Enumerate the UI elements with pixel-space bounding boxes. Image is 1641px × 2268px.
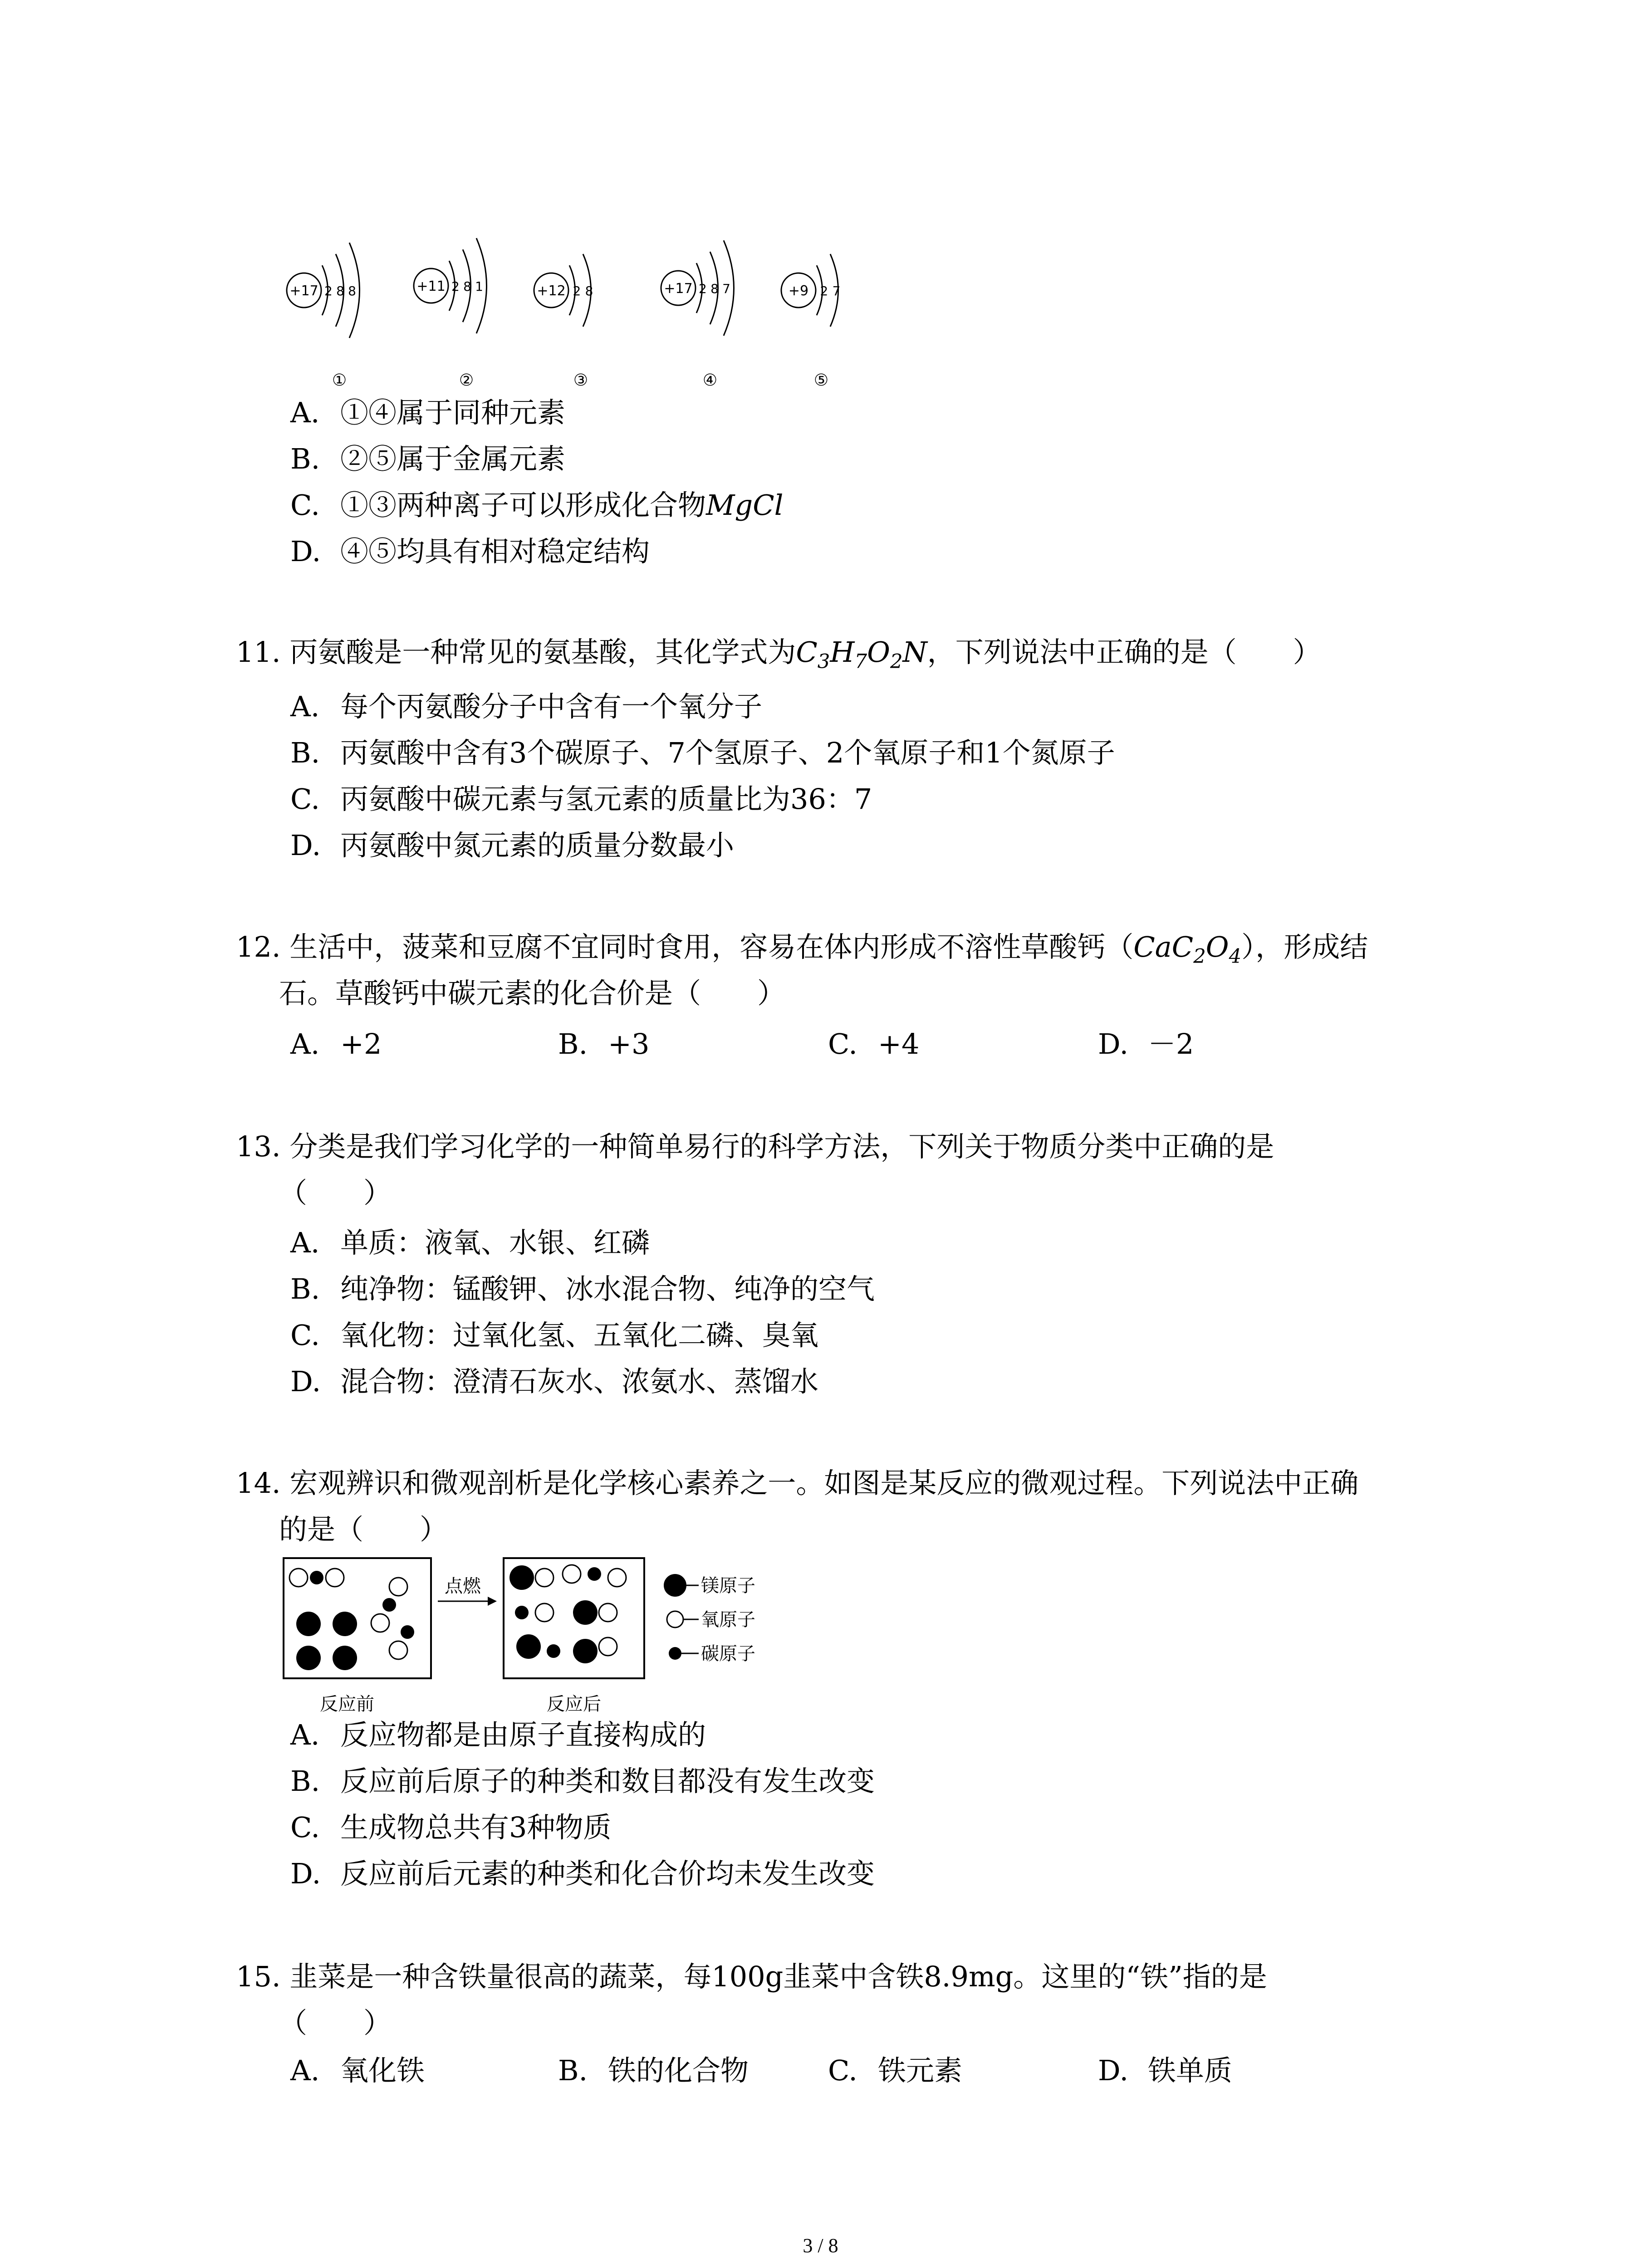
formula-mgcl: MgCl xyxy=(706,489,784,522)
q12-option-d[interactable] xyxy=(1098,1026,1194,1062)
option-text: ④⑤均具有相对稳定结构 xyxy=(340,535,650,568)
stem-text: 生活中，菠菜和豆腐不宜同时食用，容易在体内形成不溶性草酸钙（ xyxy=(289,930,1134,963)
atom-diagram-4 xyxy=(661,240,734,390)
option-text: 铁的化合物 xyxy=(608,2054,749,2087)
option-text: ①③两种离子可以形成化合物 xyxy=(340,489,706,522)
q11-option-a[interactable] xyxy=(290,689,762,725)
q13-option-d[interactable] xyxy=(290,1364,818,1400)
stem-text: ，下列说法中正确的是（ ） xyxy=(927,635,1321,669)
atom-1-nucleus: +17 xyxy=(289,283,318,299)
question-number: 13. xyxy=(236,1130,281,1163)
q14-stem-line1 xyxy=(236,1465,1358,1501)
option-text: 反应物都是由原子直接构成的 xyxy=(340,1718,706,1751)
atom-2-nucleus: +11 xyxy=(416,279,446,294)
stem-text: 韭菜是一种含铁量很高的蔬菜，每100g韭菜中含铁8.9mg。这里的“铁”指的是 xyxy=(289,1960,1267,1993)
q13-option-a[interactable] xyxy=(290,1225,650,1261)
option-text: +2 xyxy=(340,1027,382,1061)
option-text: 反应前后元素的种类和化合价均未发生改变 xyxy=(340,1857,875,1890)
q15-stem-line2: （ ） xyxy=(279,2006,392,2039)
question-number: 11. xyxy=(236,635,281,669)
option-label: C. xyxy=(828,1027,857,1061)
option-label: D. xyxy=(1098,2054,1129,2087)
atom-3-shells: 2 8 xyxy=(573,284,593,298)
option-text: 反应前后原子的种类和数目都没有发生改变 xyxy=(340,1765,875,1798)
before-label: 反应前 xyxy=(320,1694,374,1715)
option-label: C. xyxy=(290,1319,320,1352)
atom-3-nucleus: +12 xyxy=(537,283,566,299)
atom-4-index: ④ xyxy=(702,371,718,390)
atom-4-shells: 2 8 7 xyxy=(699,281,730,296)
atom-5-nucleus: +9 xyxy=(788,283,809,299)
q10-option-b[interactable] xyxy=(290,441,565,477)
after-label: 反应后 xyxy=(547,1694,601,1715)
stem-text: 分类是我们学习化学的一种简单易行的科学方法，下列关于物质分类中正确的是 xyxy=(289,1130,1274,1163)
atom-1-index: ① xyxy=(332,371,347,390)
option-text: 铁单质 xyxy=(1148,2054,1233,2087)
option-text: 铁元素 xyxy=(878,2054,963,2087)
q12-option-c[interactable] xyxy=(828,1026,919,1062)
reaction-micro-diagram xyxy=(281,1556,803,1719)
option-label: C. xyxy=(828,2054,857,2087)
q13-option-c[interactable] xyxy=(290,1317,818,1354)
q12-stem-line2: 石。草酸钙中碳元素的化合价是（ ） xyxy=(279,977,786,1010)
atom-3-index: ③ xyxy=(573,371,588,390)
q13-stem-line1 xyxy=(236,1129,1274,1165)
option-label: D. xyxy=(290,1857,321,1890)
option-text: 纯净物：锰酸钾、冰水混合物、纯净的空气 xyxy=(340,1272,875,1305)
formula-alanine: $C_3H_7O_2N$ xyxy=(796,635,927,673)
option-label: A. xyxy=(290,2054,320,2087)
option-label: D. xyxy=(290,1365,321,1398)
option-text: 丙氨酸中含有3个碳原子、7个氢原子、2个氧原子和1个氮原子 xyxy=(340,736,1115,769)
question-number: 14. xyxy=(236,1466,281,1500)
arrow-label: 点燃 xyxy=(445,1576,481,1597)
q10-option-a[interactable] xyxy=(290,395,565,431)
option-label: C. xyxy=(290,782,320,816)
option-label: B. xyxy=(290,1765,320,1798)
q11-option-c[interactable] xyxy=(290,781,872,817)
atom-structure-diagrams xyxy=(272,213,889,404)
atom-diagram-3 xyxy=(534,254,593,390)
q14-option-d[interactable] xyxy=(290,1856,875,1892)
atom-5-index: ⑤ xyxy=(813,371,829,390)
q15-option-a[interactable] xyxy=(290,2053,425,2089)
question-number: 12. xyxy=(236,930,281,963)
q11-stem xyxy=(236,634,1321,679)
q12-option-b[interactable] xyxy=(558,1026,649,1062)
q13-option-b[interactable] xyxy=(290,1271,875,1307)
option-text: +3 xyxy=(608,1027,650,1061)
q11-option-b[interactable] xyxy=(290,735,1115,771)
option-text: 丙氨酸中碳元素与氢元素的质量比为36：7 xyxy=(340,782,872,816)
atom-diagram-2 xyxy=(414,238,487,390)
q13-stem-line2: （ ） xyxy=(279,1176,392,1209)
atom-diagram-1 xyxy=(287,243,360,390)
option-text: ②⑤属于金属元素 xyxy=(340,442,566,475)
option-text: 氧化物：过氧化氢、五氧化二磷、臭氧 xyxy=(340,1319,819,1352)
option-label: A. xyxy=(290,396,320,429)
stem-text: 丙氨酸是一种常见的氨基酸，其化学式为 xyxy=(289,635,796,669)
option-label: D. xyxy=(1098,1027,1129,1061)
atom-2-index: ② xyxy=(459,371,474,390)
option-text: 生成物总共有3种物质 xyxy=(340,1811,612,1844)
q12-option-a[interactable] xyxy=(290,1026,382,1062)
atom-2-shells: 2 8 1 xyxy=(451,279,483,294)
option-text: 混合物：澄清石灰水、浓氨水、蒸馏水 xyxy=(340,1365,819,1398)
option-text: 氧化铁 xyxy=(340,2054,425,2087)
q11-option-d[interactable] xyxy=(290,827,734,864)
option-label: D. xyxy=(290,535,321,568)
option-label: B. xyxy=(290,442,320,475)
formula-calcium-oxalate: $CaC_2O_4$ xyxy=(1133,930,1242,968)
option-label: B. xyxy=(558,1027,588,1061)
option-text: 丙氨酸中氮元素的质量分数最小 xyxy=(340,829,735,862)
option-label: A. xyxy=(290,1027,320,1061)
legend-mg: 镁原子 xyxy=(701,1575,755,1596)
option-label: A. xyxy=(290,1226,320,1259)
option-label: B. xyxy=(290,736,320,769)
option-label: C. xyxy=(290,1811,320,1844)
option-label: A. xyxy=(290,690,320,723)
atom-5-shells: 2 7 xyxy=(820,284,841,298)
option-text: －2 xyxy=(1148,1027,1194,1061)
q10-option-c[interactable] xyxy=(290,487,783,523)
atom-4-nucleus: +17 xyxy=(664,281,693,297)
option-label: A. xyxy=(290,1718,320,1751)
stem-text: ），形成结 xyxy=(1241,930,1368,963)
option-text: 单质：液氧、水银、红磷 xyxy=(340,1226,650,1259)
option-text: 每个丙氨酸分子中含有一个氧分子 xyxy=(340,690,763,723)
q14-option-c[interactable] xyxy=(290,1809,611,1846)
question-number: 15. xyxy=(236,1960,281,1993)
page-number: 3 / 8 xyxy=(803,2234,838,2257)
atom-diagram-5 xyxy=(781,254,841,390)
option-text: +4 xyxy=(878,1027,920,1061)
q15-option-b[interactable] xyxy=(558,2053,749,2089)
option-label: B. xyxy=(558,2054,588,2087)
q14-option-a[interactable] xyxy=(290,1717,706,1753)
q15-option-d[interactable] xyxy=(1098,2053,1232,2089)
option-text: ①④属于同种元素 xyxy=(340,396,566,429)
stem-text: 宏观辨识和微观剖析是化学核心素养之一。如图是某反应的微观过程。下列说法中正确 xyxy=(289,1466,1359,1500)
legend-o: 氧原子 xyxy=(701,1609,755,1630)
option-label: C. xyxy=(290,489,320,522)
q14-option-b[interactable] xyxy=(290,1763,875,1799)
q10-option-d[interactable] xyxy=(290,533,650,570)
q12-stem-line1 xyxy=(236,929,1368,974)
q14-stem-line2: 的是（ ） xyxy=(279,1513,448,1546)
option-label: D. xyxy=(290,829,321,862)
legend-c: 碳原子 xyxy=(701,1643,755,1664)
q15-option-c[interactable] xyxy=(828,2053,962,2089)
option-label: B. xyxy=(290,1272,320,1305)
q15-stem-line1 xyxy=(236,1959,1267,1995)
atom-1-shells: 2 8 8 xyxy=(324,284,356,298)
